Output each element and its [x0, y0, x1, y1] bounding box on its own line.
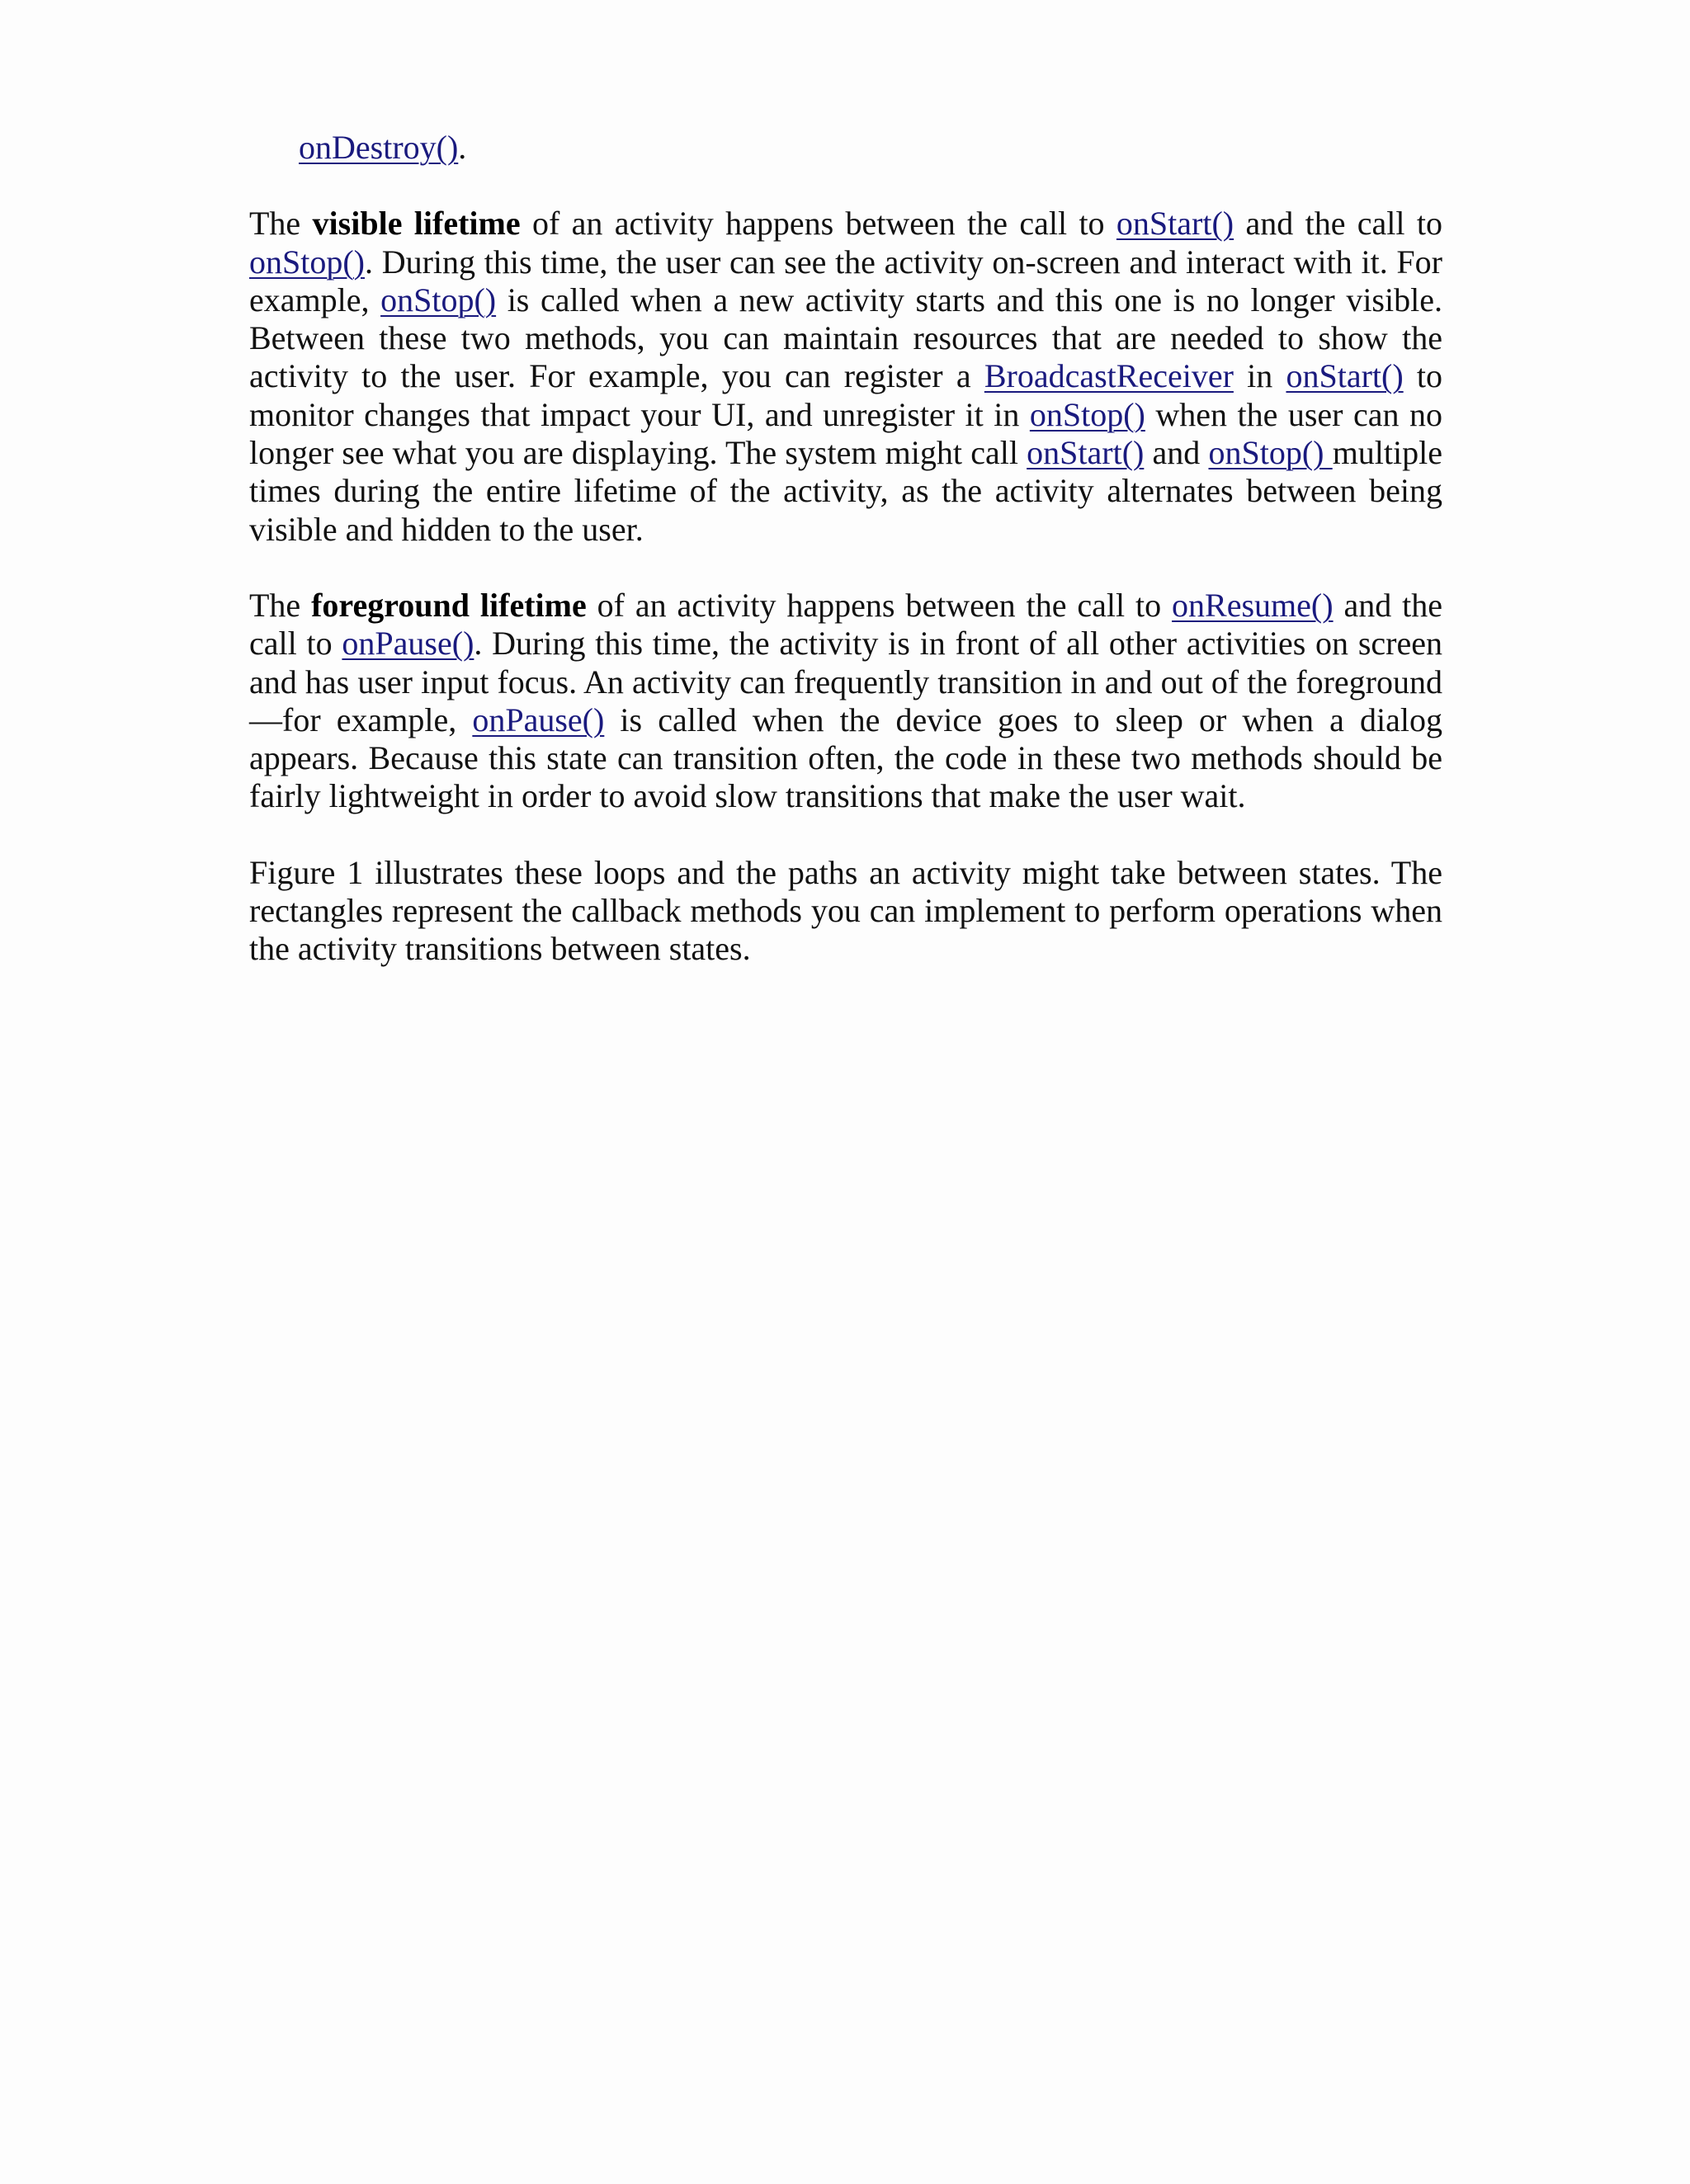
- link-onstop[interactable]: onStop(): [1208, 434, 1333, 472]
- lead-punctuation: .: [458, 129, 467, 166]
- link-onstart[interactable]: onStart(): [1116, 205, 1234, 243]
- text-run: to monitor changes that impact your UI, and unregister it in: [249, 357, 1442, 433]
- bold-term: foreground lifetime: [311, 586, 587, 624]
- link-onstop[interactable]: onStop(): [1029, 395, 1145, 433]
- text-run: Figure 1 illustrates these loops and the paths an activity might take between states. The rectangles represent the callback methods you can implement to perform operations when the activity transitions between states.: [249, 853, 1442, 968]
- text-run: . During this time, the user can see the activity on-screen and interact with it. For example,: [249, 243, 1442, 318]
- text-run: of an activity happens between the call to: [520, 205, 1116, 243]
- link-onstop[interactable]: onStop(): [249, 243, 365, 281]
- text-run: The: [249, 586, 312, 624]
- link-onstart[interactable]: onStart(): [1027, 434, 1145, 472]
- link-onresume[interactable]: onResume(): [1172, 586, 1334, 624]
- text-run: . During this time, the activity is in front of all other activities on screen and has user input focus. An activity can frequently transition in and out of the foreground—for example,: [249, 625, 1442, 738]
- paragraph-visible-lifetime: [249, 205, 1442, 549]
- link-onstop[interactable]: onStop(): [380, 281, 497, 318]
- text-run: multiple times during the entire lifetime of the activity, as the activity alternates between being visible and hidden to the user.: [249, 434, 1443, 548]
- link-onpause[interactable]: onPause(): [342, 625, 474, 663]
- text-run: and the call to: [249, 586, 1443, 663]
- text-run: The: [249, 205, 313, 243]
- text-run: and: [1144, 434, 1209, 472]
- text-run: is called when the device goes to sleep or when a dialog appears. Because this state can transition often, the code in these two methods should be fairly lightweight in order to avoid slow transitions that make the user wait.: [249, 700, 1442, 815]
- link-onstart[interactable]: onStart(): [1286, 357, 1404, 395]
- lead-line: [299, 129, 1442, 167]
- bold-term: visible lifetime: [312, 205, 521, 243]
- text-run: in: [1233, 357, 1286, 395]
- text-run: and the call to: [1234, 205, 1443, 243]
- document-body: [249, 129, 1442, 1007]
- text-run: is called when a new activity starts and this one is no longer visible. Between these two methods, you can maintain resources that are needed to show the activity to the user. For example, you can register a: [249, 281, 1442, 395]
- link-ondestroy[interactable]: onDestroy(): [299, 129, 459, 166]
- link-broadcastreceiver[interactable]: BroadcastReceiver: [984, 357, 1234, 395]
- link-onpause[interactable]: onPause(): [472, 700, 605, 738]
- text-run: when the user can no longer see what you are displaying. The system might call: [249, 395, 1443, 472]
- paragraph-foreground-lifetime: [249, 587, 1442, 816]
- text-run: of an activity happens between the call to: [586, 586, 1173, 624]
- paragraph-figure-intro: [249, 854, 1442, 969]
